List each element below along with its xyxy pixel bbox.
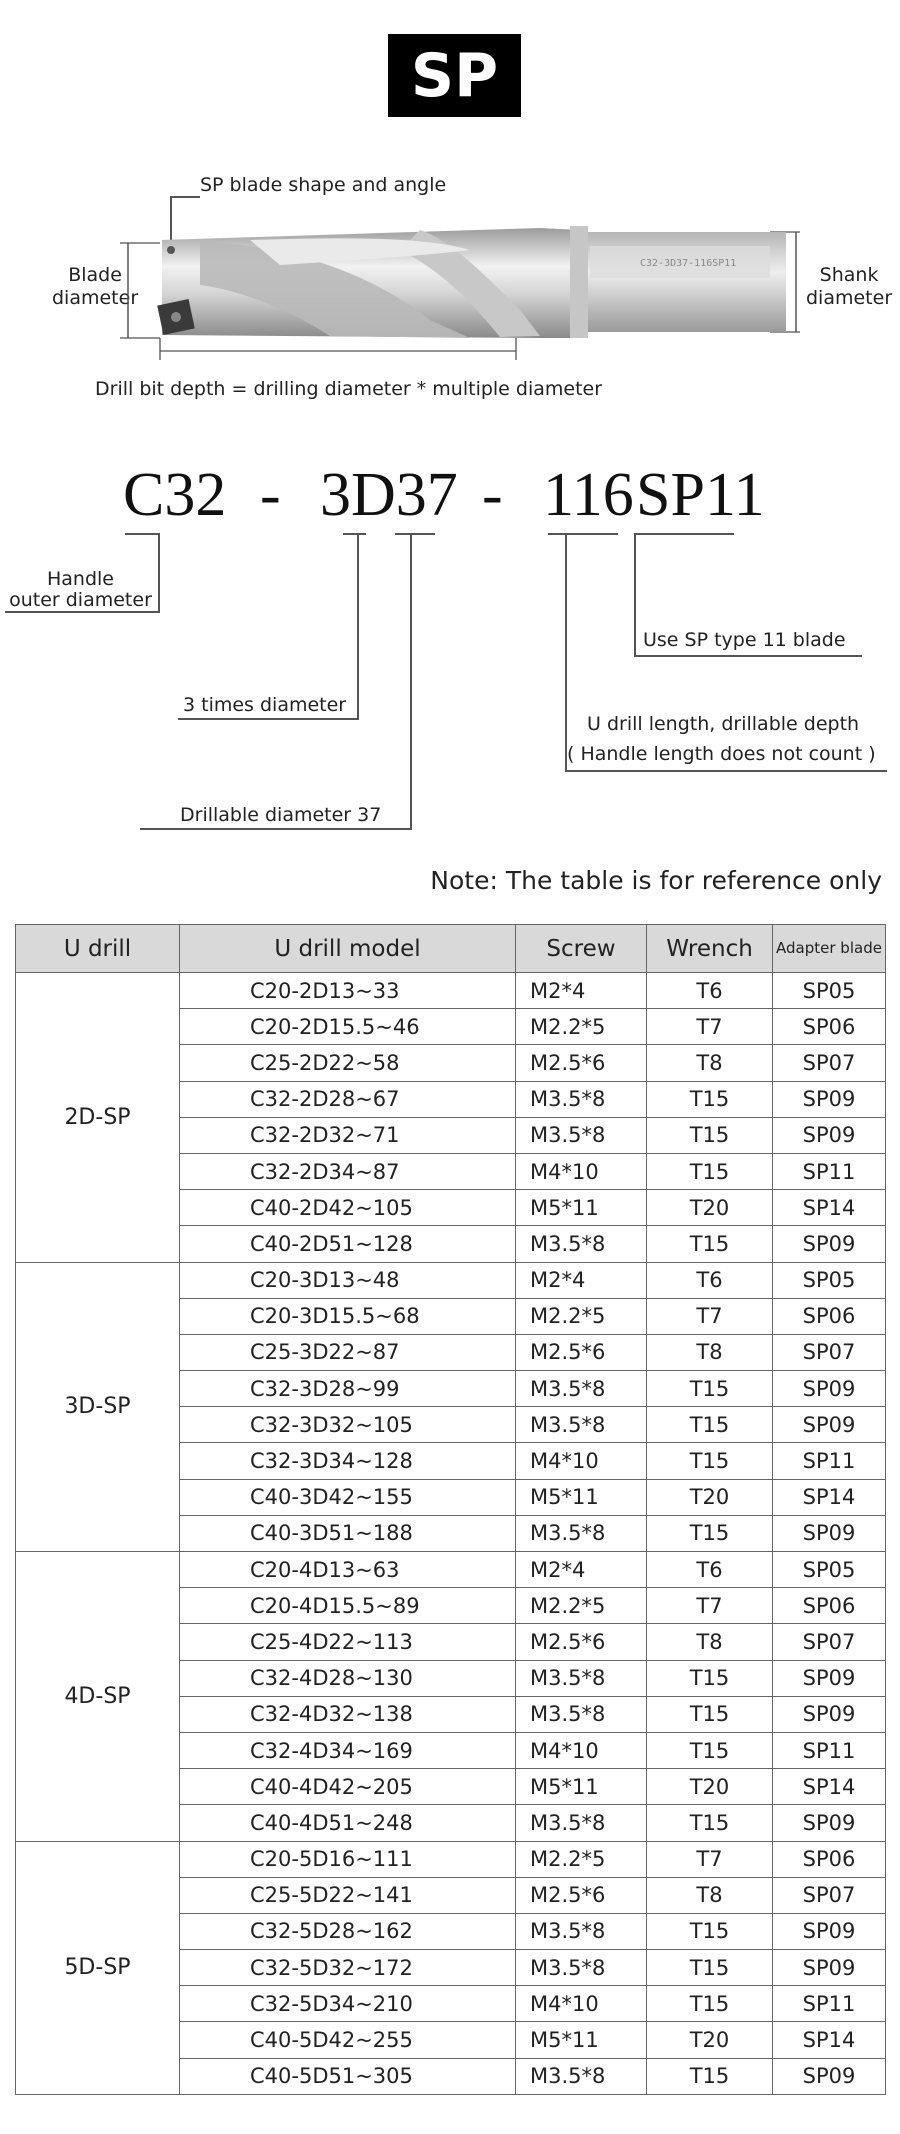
blade-cell: SP05 bbox=[773, 973, 886, 1009]
wrench-cell: T20 bbox=[647, 1190, 773, 1226]
wrench-cell: T8 bbox=[647, 1624, 773, 1660]
wrench-cell: T15 bbox=[647, 2058, 773, 2094]
blade-cell: SP14 bbox=[773, 1190, 886, 1226]
leader-c32-base bbox=[5, 611, 160, 613]
leader-sp11-h bbox=[634, 533, 734, 535]
screw-cell: M4*10 bbox=[516, 1986, 647, 2022]
drill-illustration bbox=[0, 210, 900, 380]
wrench-cell: T20 bbox=[647, 2022, 773, 2058]
header-screw: Screw bbox=[516, 925, 647, 973]
use-blade-label: Use SP type 11 blade bbox=[643, 629, 846, 651]
blade-cell: SP09 bbox=[773, 1805, 886, 1841]
drillable-diameter-label: Drillable diameter 37 bbox=[180, 804, 382, 826]
blade-cell: SP09 bbox=[773, 1117, 886, 1153]
blade-cell: SP09 bbox=[773, 1950, 886, 1986]
blade-cell: SP09 bbox=[773, 1226, 886, 1262]
shank-diameter-line1: Shank bbox=[819, 264, 879, 286]
header-adapter-blade: Adapter blade bbox=[773, 925, 886, 973]
blade-cell: SP14 bbox=[773, 2022, 886, 2058]
screw-cell: M2.2*5 bbox=[516, 1298, 647, 1334]
blade-cell: SP07 bbox=[773, 1334, 886, 1370]
group-name-cell: 2D-SP bbox=[16, 973, 180, 1263]
model-cell: C32-2D28~67 bbox=[180, 1081, 516, 1117]
wrench-cell: T15 bbox=[647, 1913, 773, 1949]
screw-cell: M3.5*8 bbox=[516, 1660, 647, 1696]
blade-cell: SP09 bbox=[773, 1371, 886, 1407]
blade-cell: SP09 bbox=[773, 1407, 886, 1443]
blade-cell: SP06 bbox=[773, 1841, 886, 1877]
blade-cell: SP07 bbox=[773, 1624, 886, 1660]
wrench-cell: T15 bbox=[647, 1732, 773, 1768]
wrench-cell: T6 bbox=[647, 1262, 773, 1298]
handle-outer-diameter-label bbox=[8, 569, 153, 611]
model-cell: C40-4D51~248 bbox=[180, 1805, 516, 1841]
blade-cell: SP09 bbox=[773, 1515, 886, 1551]
code-dash-2: - bbox=[482, 461, 503, 529]
wrench-cell: T15 bbox=[647, 1407, 773, 1443]
blade-cell: SP09 bbox=[773, 1660, 886, 1696]
screw-cell: M3.5*8 bbox=[516, 1950, 647, 1986]
model-cell: C40-4D42~205 bbox=[180, 1769, 516, 1805]
blade-shape-leader-h bbox=[170, 196, 200, 198]
model-cell: C40-2D51~128 bbox=[180, 1226, 516, 1262]
leader-116-v bbox=[565, 533, 567, 770]
model-cell: C20-2D15.5~46 bbox=[180, 1009, 516, 1045]
leader-116-h bbox=[548, 533, 618, 535]
blade-cell: SP14 bbox=[773, 1769, 886, 1805]
screw-cell: M3.5*8 bbox=[516, 1226, 647, 1262]
blade-cell: SP05 bbox=[773, 1262, 886, 1298]
three-times-label: 3 times diameter bbox=[183, 694, 347, 716]
title-badge bbox=[388, 34, 521, 117]
model-cell: C40-3D51~188 bbox=[180, 1515, 516, 1551]
wrench-cell: T8 bbox=[647, 1045, 773, 1081]
leader-3d-h bbox=[343, 533, 366, 535]
table-row bbox=[16, 973, 886, 1009]
wrench-cell: T15 bbox=[647, 1805, 773, 1841]
depth-label: Drill bit depth = drilling diameter * multiple diameter bbox=[95, 378, 603, 400]
model-cell: C40-3D42~155 bbox=[180, 1479, 516, 1515]
wrench-cell: T15 bbox=[647, 1117, 773, 1153]
model-cell: C32-4D32~138 bbox=[180, 1696, 516, 1732]
leader-37-h bbox=[395, 533, 435, 535]
wrench-cell: T20 bbox=[647, 1479, 773, 1515]
model-cell: C40-2D42~105 bbox=[180, 1190, 516, 1226]
header-wrench: Wrench bbox=[647, 925, 773, 973]
wrench-cell: T15 bbox=[647, 1660, 773, 1696]
blade-cell: SP09 bbox=[773, 1696, 886, 1732]
leader-116-base bbox=[565, 770, 887, 772]
screw-cell: M4*10 bbox=[516, 1732, 647, 1768]
wrench-cell: T8 bbox=[647, 1334, 773, 1370]
header-u-drill-model: U drill model bbox=[180, 925, 516, 973]
screw-cell: M2.5*6 bbox=[516, 1624, 647, 1660]
screw-cell: M2.2*5 bbox=[516, 1588, 647, 1624]
blade-cell: SP06 bbox=[773, 1009, 886, 1045]
page-title: SP bbox=[410, 40, 499, 111]
handle-line1: Handle bbox=[46, 568, 114, 590]
wrench-cell: T7 bbox=[647, 1841, 773, 1877]
blade-cell: SP11 bbox=[773, 1732, 886, 1768]
blade-shape-label: SP blade shape and angle bbox=[200, 174, 447, 196]
model-cell: C32-3D34~128 bbox=[180, 1443, 516, 1479]
model-cell: C40-5D42~255 bbox=[180, 2022, 516, 2058]
model-cell: C40-5D51~305 bbox=[180, 2058, 516, 2094]
wrench-cell: T7 bbox=[647, 1588, 773, 1624]
screw-cell: M3.5*8 bbox=[516, 1407, 647, 1443]
screw-cell: M5*11 bbox=[516, 1190, 647, 1226]
screw-cell: M3.5*8 bbox=[516, 1081, 647, 1117]
screw-cell: M2.2*5 bbox=[516, 1841, 647, 1877]
wrench-cell: T20 bbox=[647, 1769, 773, 1805]
wrench-cell: T7 bbox=[647, 1009, 773, 1045]
screw-cell: M3.5*8 bbox=[516, 1913, 647, 1949]
leader-c32-v bbox=[158, 533, 160, 611]
model-cell: C20-3D13~48 bbox=[180, 1262, 516, 1298]
blade-cell: SP14 bbox=[773, 1479, 886, 1515]
blade-cell: SP11 bbox=[773, 1443, 886, 1479]
blade-cell: SP07 bbox=[773, 1877, 886, 1913]
wrench-cell: T15 bbox=[647, 1226, 773, 1262]
model-cell: C32-4D28~130 bbox=[180, 1660, 516, 1696]
leader-sp11-base bbox=[634, 655, 862, 657]
screw-cell: M3.5*8 bbox=[516, 1805, 647, 1841]
blade-cell: SP05 bbox=[773, 1552, 886, 1588]
screw-cell: M2.5*6 bbox=[516, 1045, 647, 1081]
model-cell: C32-3D32~105 bbox=[180, 1407, 516, 1443]
model-cell: C20-3D15.5~68 bbox=[180, 1298, 516, 1334]
screw-cell: M3.5*8 bbox=[516, 2058, 647, 2094]
screw-cell: M2.2*5 bbox=[516, 1009, 647, 1045]
wrench-cell: T15 bbox=[647, 1515, 773, 1551]
model-cell: C25-4D22~113 bbox=[180, 1624, 516, 1660]
screw-cell: M2*4 bbox=[516, 973, 647, 1009]
blade-cell: SP11 bbox=[773, 1986, 886, 2022]
wrench-cell: T6 bbox=[647, 973, 773, 1009]
code-length: 116 bbox=[543, 461, 634, 529]
code-diameter: 3D37 bbox=[320, 461, 458, 529]
blade-cell: SP09 bbox=[773, 1913, 886, 1949]
screw-cell: M4*10 bbox=[516, 1443, 647, 1479]
group-name-cell: 3D-SP bbox=[16, 1262, 180, 1552]
wrench-cell: T15 bbox=[647, 1371, 773, 1407]
svg-text:C32-3D37-116SP11: C32-3D37-116SP11 bbox=[640, 258, 737, 269]
model-cell: C20-4D13~63 bbox=[180, 1552, 516, 1588]
blade-cell: SP06 bbox=[773, 1298, 886, 1334]
screw-cell: M2*4 bbox=[516, 1552, 647, 1588]
screw-cell: M4*10 bbox=[516, 1153, 647, 1189]
screw-cell: M5*11 bbox=[516, 2022, 647, 2058]
handle-length-note: ( Handle length does not count ) bbox=[567, 743, 876, 765]
model-cell: C20-5D16~111 bbox=[180, 1841, 516, 1877]
wrench-cell: T15 bbox=[647, 1986, 773, 2022]
blade-diameter-line1: Blade bbox=[68, 264, 122, 286]
blade-cell: SP09 bbox=[773, 1081, 886, 1117]
model-cell: C32-2D34~87 bbox=[180, 1153, 516, 1189]
screw-cell: M2*4 bbox=[516, 1262, 647, 1298]
wrench-cell: T15 bbox=[647, 1153, 773, 1189]
wrench-cell: T15 bbox=[647, 1950, 773, 1986]
model-cell: C25-5D22~141 bbox=[180, 1877, 516, 1913]
table-row bbox=[16, 1552, 886, 1588]
screw-cell: M2.5*6 bbox=[516, 1877, 647, 1913]
screw-cell: M3.5*8 bbox=[516, 1696, 647, 1732]
model-cell: C32-5D28~162 bbox=[180, 1913, 516, 1949]
blade-cell: SP06 bbox=[773, 1588, 886, 1624]
wrench-cell: T7 bbox=[647, 1298, 773, 1334]
code-blade: SP11 bbox=[636, 461, 765, 529]
wrench-cell: T6 bbox=[647, 1552, 773, 1588]
blade-diameter-line2: diameter bbox=[52, 287, 139, 309]
screw-cell: M5*11 bbox=[516, 1479, 647, 1515]
leader-37-base bbox=[140, 828, 412, 830]
header-u-drill: U drill bbox=[16, 925, 180, 973]
model-cell: C25-2D22~58 bbox=[180, 1045, 516, 1081]
group-name-cell: 5D-SP bbox=[16, 1841, 180, 2094]
wrench-cell: T15 bbox=[647, 1696, 773, 1732]
wrench-cell: T8 bbox=[647, 1877, 773, 1913]
code-handle: C32 bbox=[123, 461, 227, 529]
model-cell: C32-5D32~172 bbox=[180, 1950, 516, 1986]
blade-cell: SP11 bbox=[773, 1153, 886, 1189]
screw-cell: M2.5*6 bbox=[516, 1334, 647, 1370]
u-drill-length-label: U drill length, drillable depth bbox=[587, 713, 860, 735]
leader-sp11-v bbox=[634, 533, 636, 655]
leader-c32-h bbox=[125, 533, 158, 535]
table-row bbox=[16, 1262, 886, 1298]
table-header-row bbox=[16, 925, 886, 973]
blade-cell: SP07 bbox=[773, 1045, 886, 1081]
screw-cell: M3.5*8 bbox=[516, 1371, 647, 1407]
leader-3d-base bbox=[178, 718, 359, 720]
screw-cell: M3.5*8 bbox=[516, 1117, 647, 1153]
model-cell: C32-5D34~210 bbox=[180, 1986, 516, 2022]
screw-cell: M3.5*8 bbox=[516, 1515, 647, 1551]
model-cell: C25-3D22~87 bbox=[180, 1334, 516, 1370]
model-cell: C20-2D13~33 bbox=[180, 973, 516, 1009]
screw-cell: M5*11 bbox=[516, 1769, 647, 1805]
wrench-cell: T15 bbox=[647, 1081, 773, 1117]
model-cell: C32-2D32~71 bbox=[180, 1117, 516, 1153]
shank-diameter-line2: diameter bbox=[806, 287, 893, 309]
model-cell: C32-3D28~99 bbox=[180, 1371, 516, 1407]
reference-note: Note: The table is for reference only bbox=[430, 866, 882, 895]
table-row bbox=[16, 1841, 886, 1877]
model-cell: C20-4D15.5~89 bbox=[180, 1588, 516, 1624]
group-name-cell: 4D-SP bbox=[16, 1552, 180, 1842]
table-body bbox=[16, 973, 886, 2095]
leader-3d-v bbox=[357, 533, 359, 718]
wrench-cell: T15 bbox=[647, 1443, 773, 1479]
spec-table bbox=[15, 924, 886, 2095]
blade-cell: SP09 bbox=[773, 2058, 886, 2094]
code-dash-1: - bbox=[260, 461, 281, 529]
leader-37-v bbox=[410, 533, 412, 828]
model-cell: C32-4D34~169 bbox=[180, 1732, 516, 1768]
handle-line2: outer diameter bbox=[9, 589, 152, 611]
